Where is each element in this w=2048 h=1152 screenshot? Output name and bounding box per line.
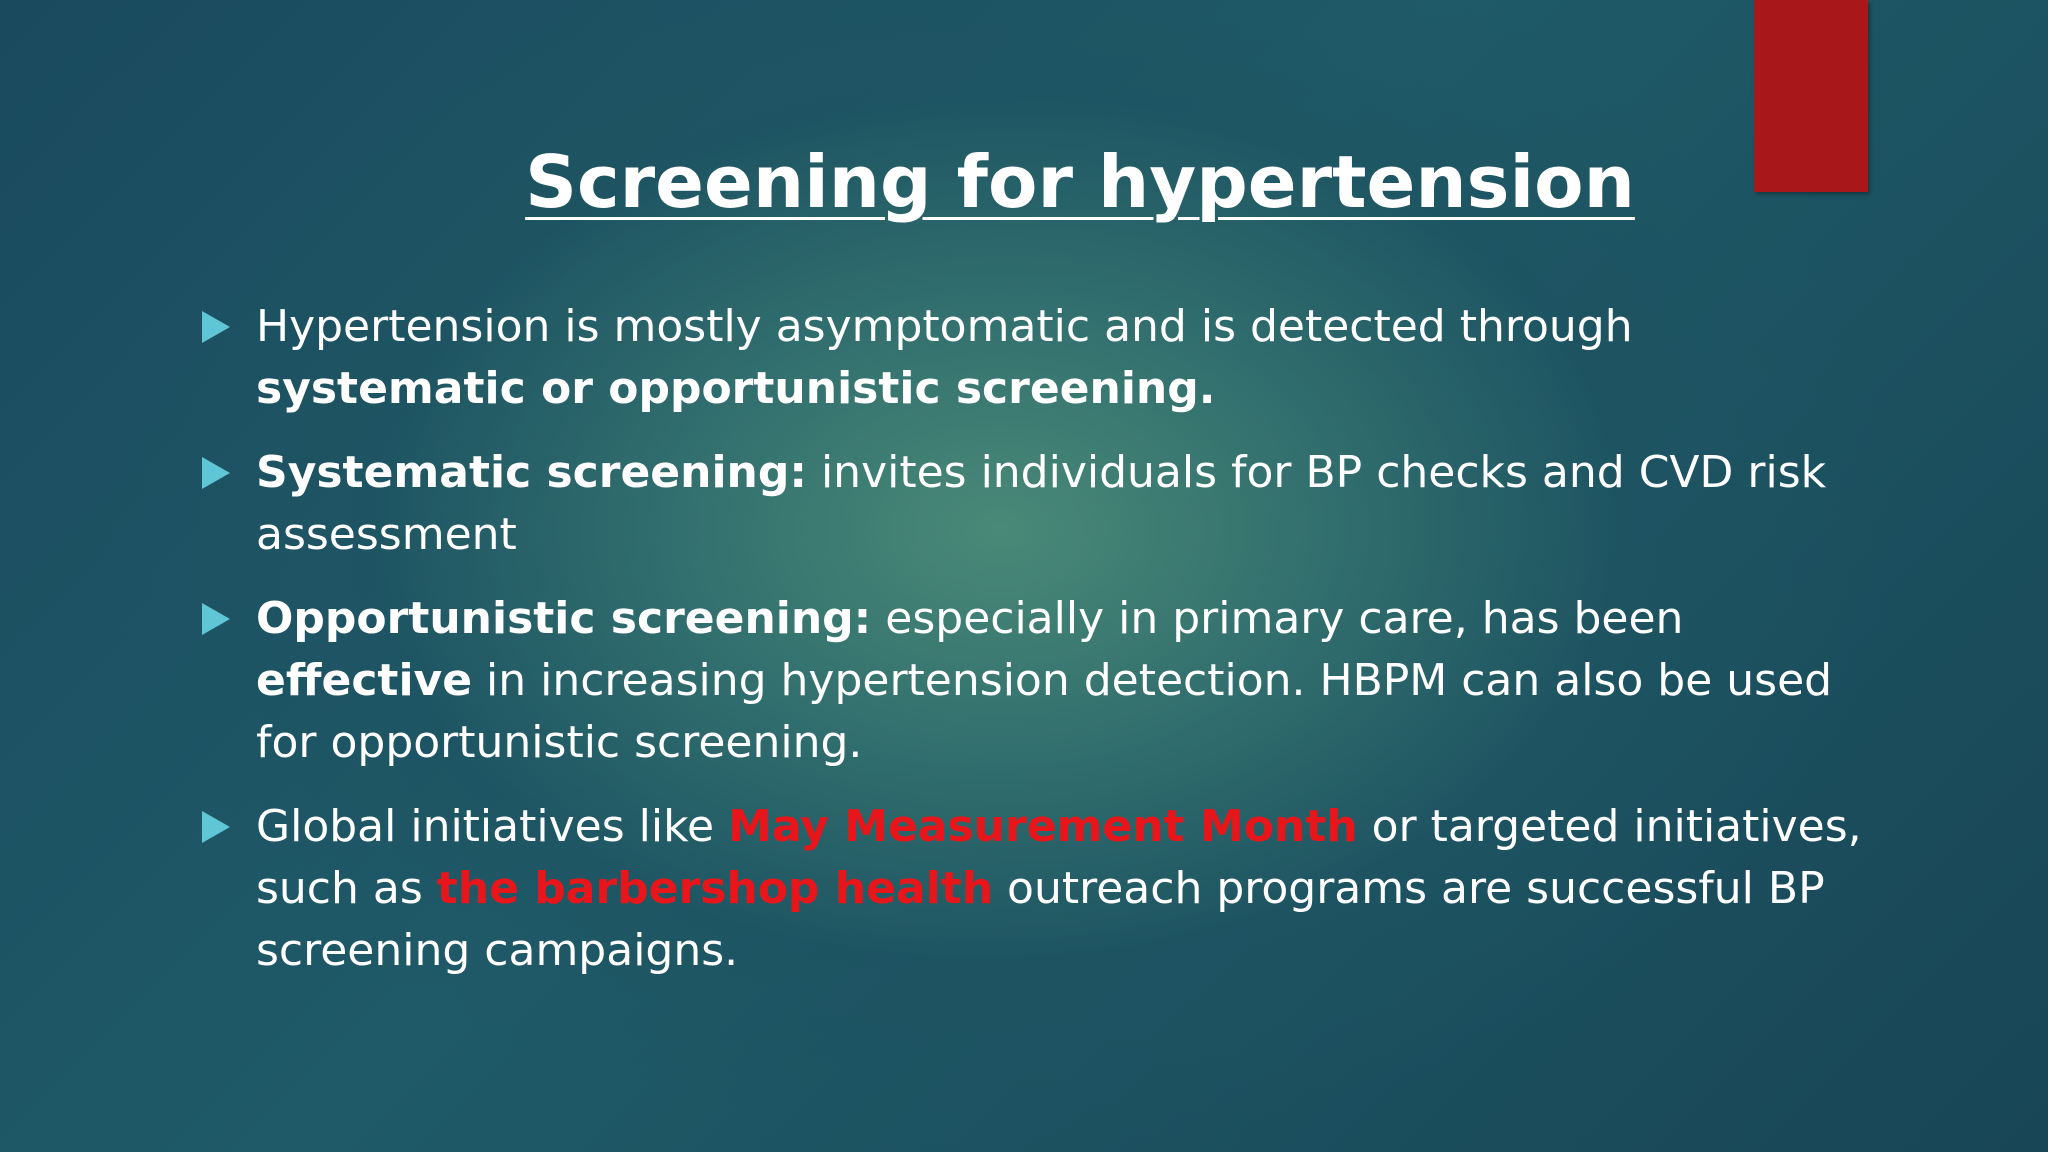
- bullet-text: Hypertension is mostly asymptomatic and is detected through: [256, 301, 1633, 352]
- bullet-heading: Opportunistic screening:: [256, 593, 872, 644]
- bullet-text: Global initiatives like: [256, 801, 729, 852]
- bullet-heading: Systematic screening:: [256, 447, 807, 498]
- highlight-barbershop-health: the barbershop health: [436, 863, 994, 914]
- triangle-right-icon: [202, 311, 230, 343]
- highlight-may-measurement-month: May Measurement Month: [728, 801, 1358, 852]
- bullet-item: [200, 442, 1900, 566]
- bullet-item: [200, 796, 1900, 982]
- bullet-emphasis: systematic or opportunistic screening.: [256, 363, 1216, 414]
- triangle-right-icon: [202, 603, 230, 635]
- bullet-emphasis: effective: [256, 655, 473, 706]
- triangle-right-icon: [202, 457, 230, 489]
- bullet-item: [200, 588, 1900, 774]
- bullet-text: invites individuals for BP checks and CVD risk assessment: [256, 447, 1827, 560]
- bullet-text: outreach programs are successful BP screening campaigns.: [256, 863, 1825, 976]
- bullet-text: especially in primary care, has been: [871, 593, 1684, 644]
- triangle-right-icon: [202, 811, 230, 843]
- slide-title: Screening for hypertension: [525, 140, 1635, 224]
- bullet-text: in increasing hypertension detection. HBPM can also be used for opportunistic screening.: [256, 655, 1833, 768]
- bullet-text: or targeted initiatives, such as: [256, 801, 1862, 914]
- bullet-list: [200, 296, 1900, 1004]
- bullet-item: [200, 296, 1900, 420]
